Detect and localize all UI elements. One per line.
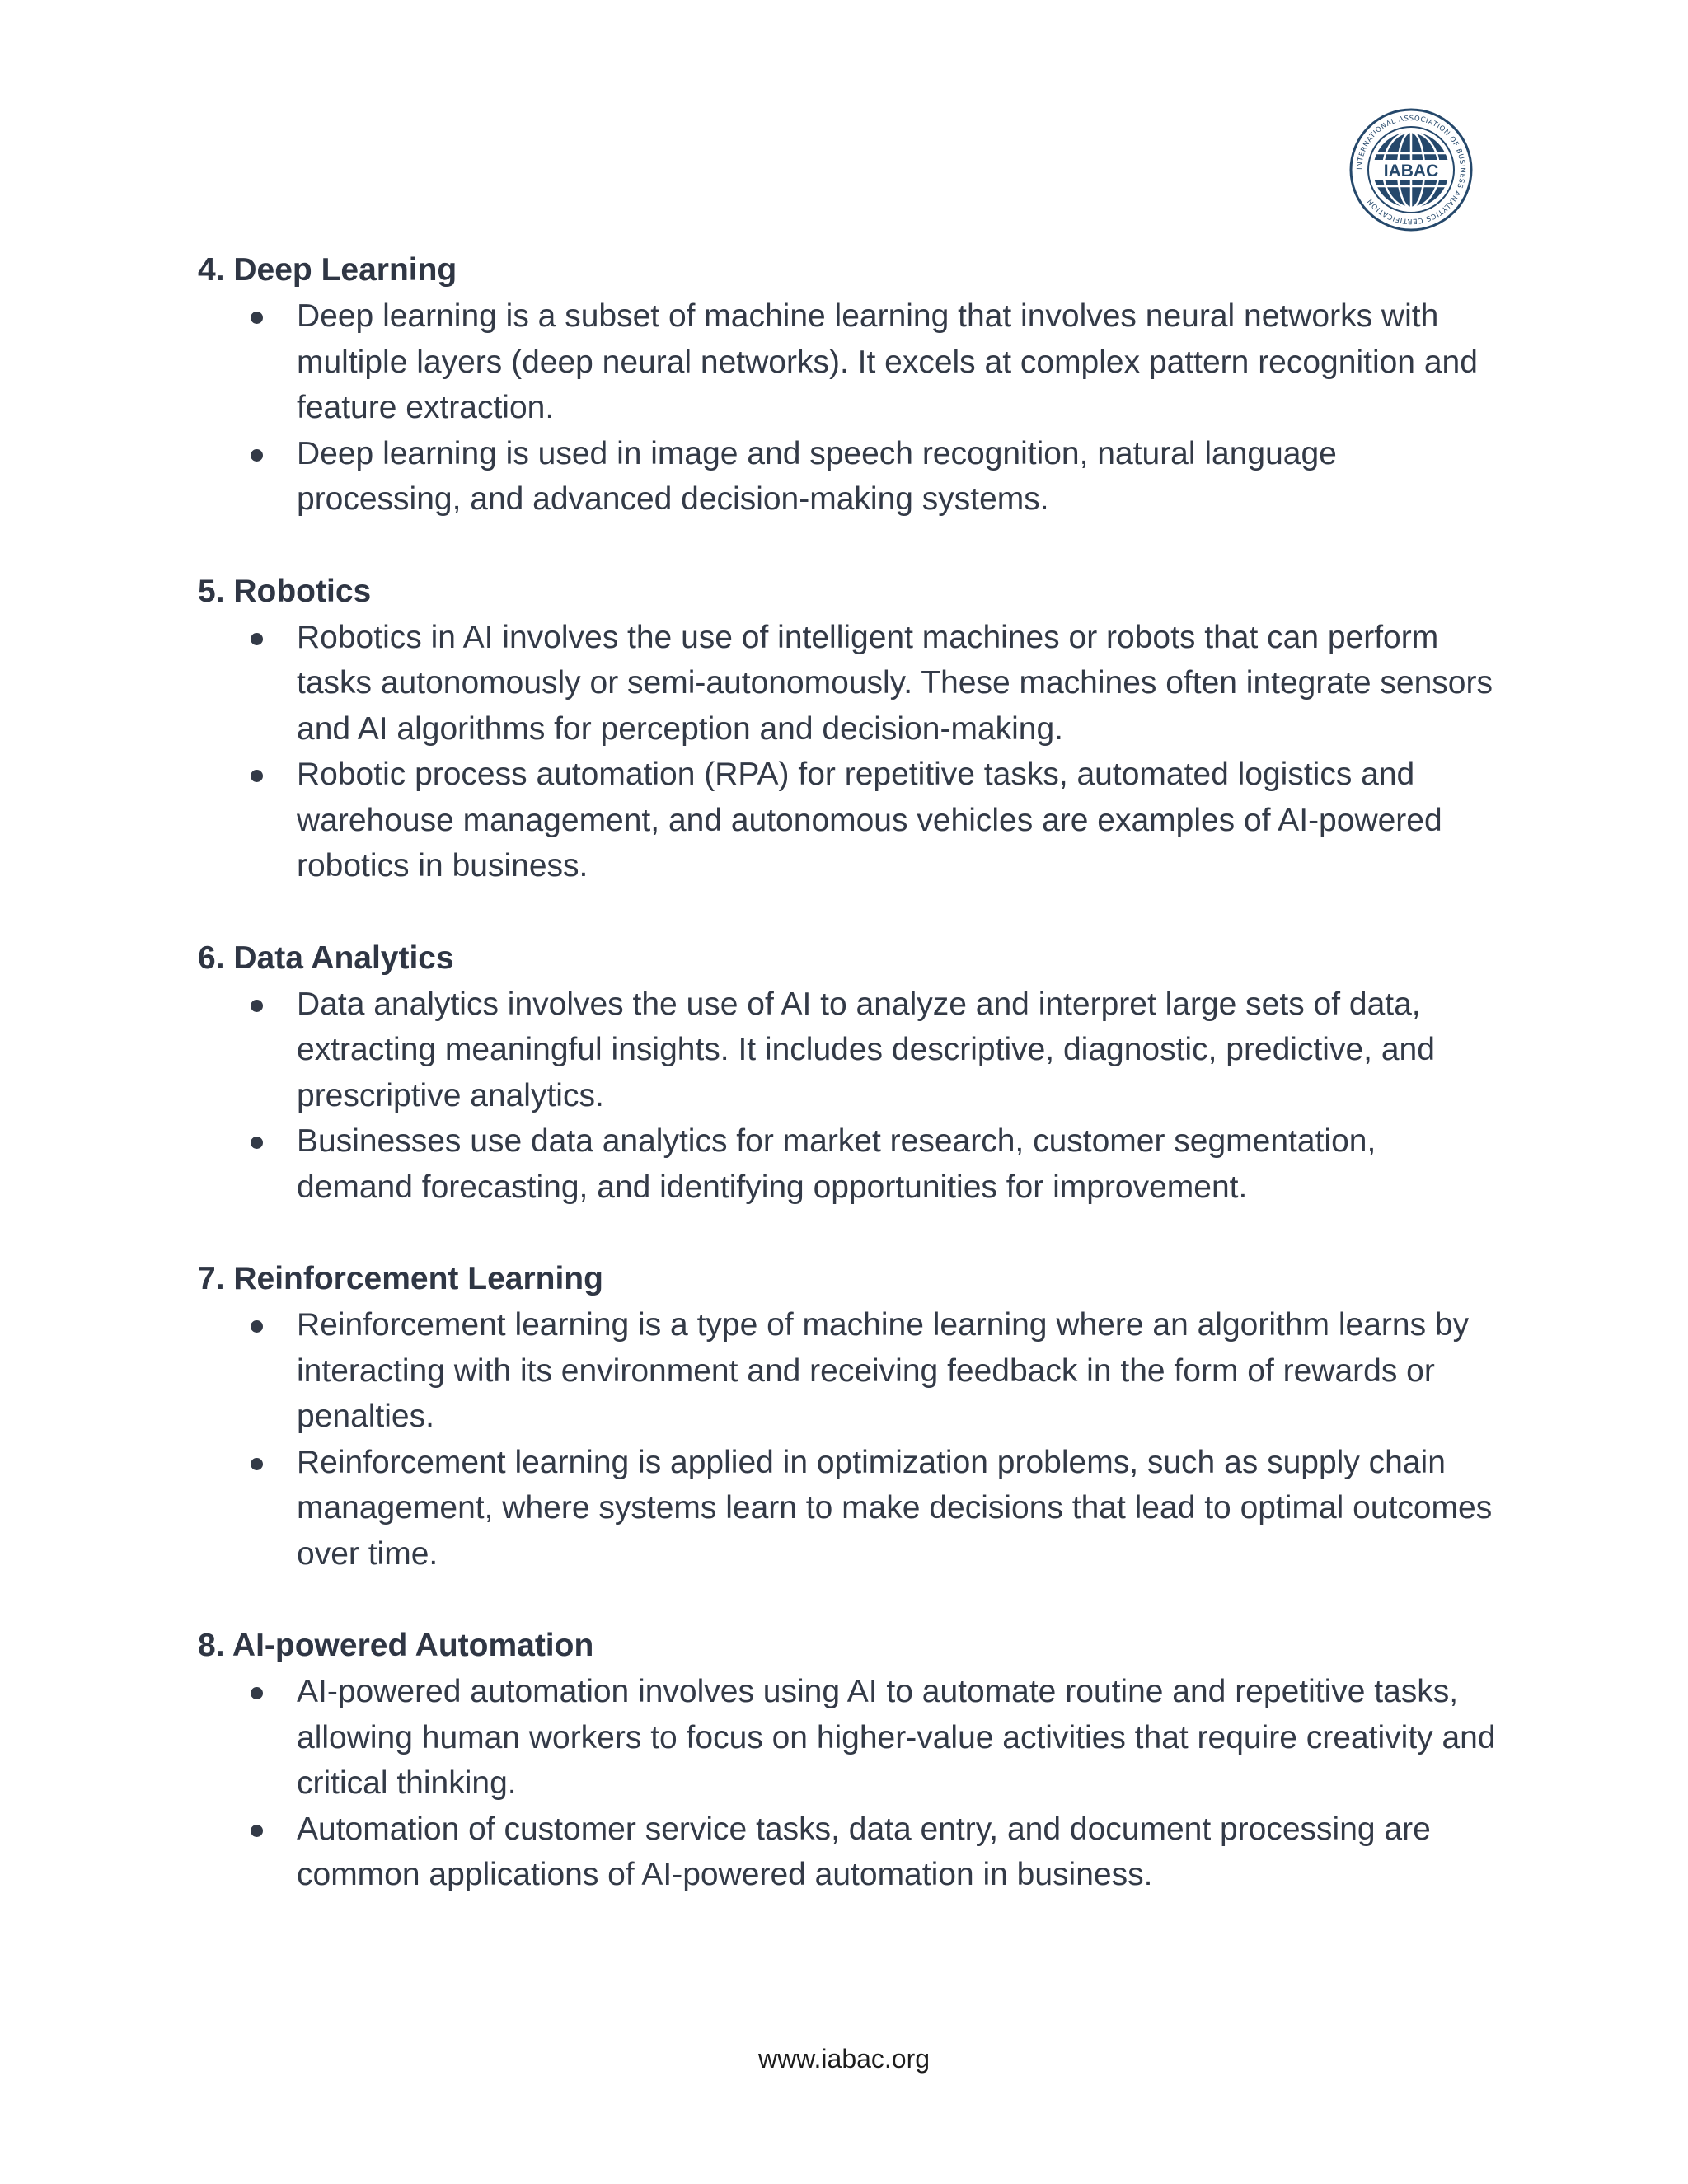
bullet-text: Robotic process automation (RPA) for repetitive tasks, automated logistics and warehouse management, and autonomous vehicles are examples of AI-powered robotics in business.	[297, 757, 1442, 883]
bullet-list	[198, 982, 1500, 1211]
bullet-list	[198, 293, 1500, 523]
bullet-dot-icon	[251, 449, 263, 462]
bullet-item	[198, 1118, 1500, 1210]
section-title: 8. AI-powered Automation	[198, 1628, 594, 1663]
section-title: 5. Robotics	[198, 573, 372, 609]
logo-text: IABAC	[1383, 162, 1439, 180]
section	[198, 569, 1500, 889]
bullet-item	[198, 752, 1500, 889]
bullet-text: Reinforcement learning is applied in optimization problems, such as supply chain management, where systems learn to make decisions that lead to optimal outcomes over time.	[297, 1444, 1493, 1572]
section	[198, 935, 1500, 1211]
section-title: 4. Deep Learning	[198, 252, 457, 288]
bullet-text: AI-powered automation involves using AI to automate routine and repetitive tasks, allowing human workers to focus on higher-value activities that require creativity and critical thinking.	[297, 1674, 1496, 1801]
bullet-text: Businesses use data analytics for market research, customer segmentation, demand forecasting, and identifying opportunities for improvement.	[297, 1123, 1376, 1205]
bullet-item	[198, 615, 1500, 752]
bullet-dot-icon	[251, 1000, 263, 1012]
bullet-dot-icon	[251, 312, 263, 324]
bullet-dot-icon	[251, 1137, 263, 1149]
bullet-text: Deep learning is used in image and speech recognition, natural language processing, and advanced decision-making systems.	[297, 435, 1337, 517]
bullet-dot-icon	[251, 1825, 263, 1837]
bullet-item	[198, 1302, 1500, 1440]
bullet-list	[198, 1669, 1500, 1898]
bullet-item	[198, 1807, 1500, 1898]
bullet-dot-icon	[251, 1458, 263, 1470]
bullet-text: Robotics in AI involves the use of intelligent machines or robots that can perform tasks autonomously or semi-autonomously. These machines often integrate sensors and AI algorithms for perception and decision-making.	[297, 619, 1493, 747]
bullet-dot-icon	[251, 633, 263, 645]
bullet-list	[198, 615, 1500, 889]
bullet-item	[198, 431, 1500, 523]
globe-seal-icon	[1348, 107, 1474, 232]
logo-ring-text: INTERNATIONAL ASSOCIATION OF BUSINESS ANALYTICS CERTIFICATION	[1355, 114, 1467, 226]
bullet-dot-icon	[251, 1320, 263, 1333]
section-title: 7. Reinforcement Learning	[198, 1261, 603, 1296]
bullet-text: Data analytics involves the use of AI to analyze and interpret large sets of data, extracting meaningful insights. It includes descriptive, diagnostic, predictive, and prescriptive analytics.	[297, 986, 1435, 1113]
section	[198, 1256, 1500, 1577]
bullet-text: Deep learning is a subset of machine learning that involves neural networks with multiple layers (deep neural networks). It excels at complex pattern recognition and feature extraction.	[297, 298, 1478, 425]
section-title: 6. Data Analytics	[198, 940, 454, 976]
iabac-logo	[1348, 107, 1474, 232]
document-content	[198, 247, 1500, 1944]
bullet-item	[198, 982, 1500, 1119]
bullet-item	[198, 293, 1500, 431]
bullet-item	[198, 1669, 1500, 1807]
footer-url[interactable]: www.iabac.org	[757, 2044, 931, 2074]
bullet-text: Automation of customer service tasks, data entry, and document processing are common applications of AI-powered automation in business.	[297, 1811, 1431, 1892]
section	[198, 1623, 1500, 1898]
bullet-dot-icon	[251, 770, 263, 782]
bullet-item	[198, 1440, 1500, 1577]
section	[198, 247, 1500, 523]
bullet-dot-icon	[251, 1687, 263, 1699]
bullet-text: Reinforcement learning is a type of machine learning where an algorithm learns by interacting with its environment and receiving feedback in the form of rewards or penalties.	[297, 1307, 1470, 1434]
bullet-list	[198, 1302, 1500, 1577]
